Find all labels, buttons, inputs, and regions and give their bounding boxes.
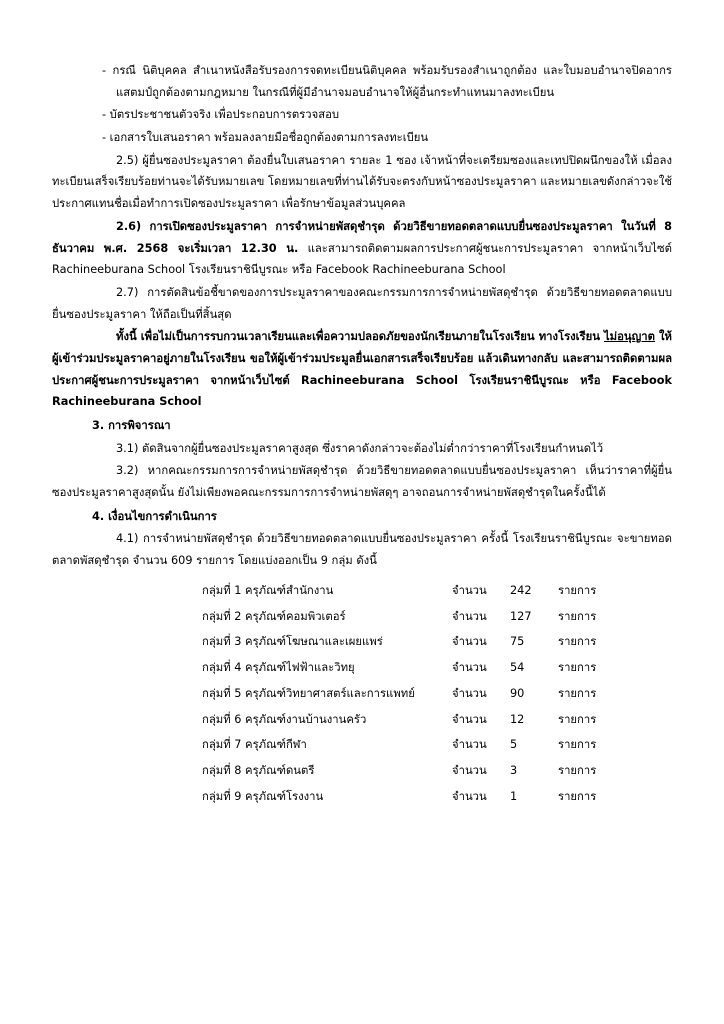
notice-underlined-word: ไม่อนุญาต [604, 330, 655, 344]
qty-value: 90 [510, 686, 525, 700]
group-name: กลุ่มที่ 4 ครุภัณฑ์ไฟฟ้าและวิทยุ [202, 661, 355, 675]
unit-label: รายการ [558, 764, 597, 778]
clause-2-7: 2.7) การตัดสินข้อชี้ขาดของการประมูลราคาของคณะกรรมการการจำหน่ายพัสดุชำรุด ด้วยวิธีขายทอดตลาดแบบยื่นซองประมูลราคา ให้ถือเป็นที่สิ้นสุด [52, 285, 672, 321]
unit-label: รายการ [558, 686, 597, 700]
unit-label: รายการ [558, 738, 597, 752]
qty-value: 3 [510, 764, 518, 778]
bullet-item: - เอกสารใบเสนอราคา พร้อมลงลายมือชื่อถูกต้องตามการลงทะเบียน [102, 131, 429, 145]
unit-label: รายการ [558, 712, 597, 726]
group-name: กลุ่มที่ 9 ครุภัณฑ์โรงงาน [202, 789, 324, 803]
qty-value: 5 [510, 738, 518, 752]
clause-4-1: 4.1) การจำหน่ายพัสดุชำรุด ด้วยวิธีขายทอดตลาดแบบยื่นซองประมูลราคา ครั้งนี้ โรงเรียนราชินีบูรณะ จะขายทอดตลาดพัสดุชำรุด จำนวน 609 รายการ โดยแบ่งออกเป็น 9 กลุ่ม ดังนี้ [52, 532, 672, 568]
group-name: กลุ่มที่ 8 ครุภัณฑ์ดนตรี [202, 764, 315, 778]
qty-label: จำนวน [452, 609, 487, 623]
section-3-title: 3. การพิจารณา [92, 419, 171, 432]
unit-label: รายการ [558, 609, 597, 623]
unit-label: รายการ [558, 661, 597, 675]
groups-table-body [202, 578, 618, 810]
unit-label: รายการ [558, 583, 597, 597]
table-row [202, 604, 618, 630]
clause-2-6-bold: 2.6) การเปิดซองประมูลราคา การจำหน่ายพัสดุชำรุด ด้วยวิธีขายทอดตลาดแบบยื่นซองประมูลราคา ในวันที่ 8 ธันวาคม พ.ศ. 2568 จะเริ่มเวลา 12.30 น. [52, 219, 672, 255]
bullet-item: - บัตรประชาชนตัวจริง เพื่อประกอบการตรวจสอบ [102, 108, 340, 122]
group-name: กลุ่มที่ 2 ครุภัณฑ์คอมพิวเตอร์ [202, 609, 346, 623]
clause-2-6-rest: และสามารถติดตามผลการประกาศผู้ชนะการประมูลราคา จากหน้าเว็บไซต์ Rachineeburana School โรงเรียนราชินีบูรณะ หรือ Facebook Rachineeburana School [52, 241, 672, 277]
table-row [202, 578, 618, 604]
bullet-item: - กรณี นิติบุคคล สำเนาหนังสือรับรองการจดทะเบียนนิติบุคคล พร้อมรับรองสำเนาถูกต้อง และใบมอบอำนาจปิดอากรแสตมป์ถูกต้องตามกฎหมาย ในกรณีที่ผู้มีอำนาจมอบอำนาจให้ผู้อื่นกระทำแทนมาลงทะเบียน [102, 64, 672, 99]
qty-label: จำนวน [452, 764, 487, 778]
clause-3-2: 3.2) หากคณะกรรมการการจำหน่ายพัสดุชำรุด ด้วยวิธีขายทอดตลาดแบบยื่นซองประมูลราคา เห็นว่าราคาที่ผู้ยื่นซองประมูลราคาสูงสุดนั้น ยังไม่เพียงพอคณะกรรมการการจำหน่ายพัสดุๆ อาจถอนการจำหน่ายพัสดุชำรุดในครั้งนี้ได้ [52, 464, 672, 500]
table-row [202, 629, 618, 655]
qty-label: จำนวน [452, 738, 487, 752]
qty-label: จำนวน [452, 635, 487, 649]
table-row [202, 732, 618, 758]
clause-2-6 [52, 216, 672, 281]
qty-label: จำนวน [452, 686, 487, 700]
qty-label: จำนวน [452, 661, 487, 675]
table-row [202, 758, 618, 784]
groups-table [202, 578, 618, 810]
qty-label: จำนวน [452, 789, 487, 803]
unit-label: รายการ [558, 635, 597, 649]
table-row [202, 655, 618, 681]
group-name: กลุ่มที่ 7 ครุภัณฑ์กีฬา [202, 738, 307, 752]
table-row [202, 784, 618, 810]
notice-paragraph [52, 326, 672, 413]
table-row [202, 707, 618, 733]
clause-2-5: 2.5) ผู้ยื่นซองประมูลราคา ต้องยื่นใบเสนอราคา รายละ 1 ซอง เจ้าหน้าที่จะเตรียมซองและเทปปิดผนึกของให้ เมื่อลงทะเบียนเสร็จเรียบร้อยท่านจะได้รับหมายเลข โดยหมายเลขที่ท่านได้รับจะตรงกับหน้าซองประมูลราคา และหมายเลขดังกล่าวจะใช้ประกาศแทนชื่อเมื่อทำการเปิดซองประมูลราคา เพื่อรักษาข้อมูลส่วนบุคคล [52, 153, 673, 211]
unit-label: รายการ [558, 789, 597, 803]
qty-value: 242 [510, 583, 532, 597]
qty-value: 127 [510, 609, 532, 623]
section-4-title: 4. เงื่อนไขการดำเนินการ [92, 509, 217, 523]
qty-value: 1 [510, 789, 518, 803]
qty-label: จำนวน [452, 583, 487, 597]
table-row [202, 681, 618, 707]
notice-text-part2: ให้ผู้เข้าร่วมประมูลราคาอยู่ภายในโรงเรียน ขอให้ผู้เข้าร่วมประมูลยื่นเอกสารเสร็จเรียบร้อย แล้วเดินทางกลับ และสามารถติดตามผลประกาศผู้ชนะการประมูลราคา จากหน้าเว็บไซต์ Rachineeburana School โรงเรียนราชินีบูรณะ หรือ Facebook Rachineeburana School [52, 330, 672, 409]
group-name: กลุ่มที่ 3 ครุภัณฑ์โฆษณาและเผยแพร่ [202, 635, 383, 649]
notice-text-part1: ทั้งนี้ เพื่อไม่เป็นการรบกวนเวลาเรียนและเพื่อความปลอดภัยของนักเรียนภายในโรงเรียน ทางโรงเรียน [116, 330, 604, 344]
clause-3-1: 3.1) ตัดสินจากผู้ยื่นซองประมูลราคาสูงสุด ซึ่งราคาดังกล่าวจะต้องไม่ต่ำกว่าราคาที่โรงเรียนกำหนดไว้ [116, 441, 604, 455]
group-name: กลุ่มที่ 1 ครุภัณฑ์สำนักงาน [202, 583, 334, 597]
qty-value: 12 [510, 712, 525, 726]
qty-value: 75 [510, 635, 525, 649]
document-body [52, 60, 672, 810]
group-name: กลุ่มที่ 5 ครุภัณฑ์วิทยาศาสตร์และการแพทย์ [202, 686, 415, 700]
qty-label: จำนวน [452, 712, 487, 726]
qty-value: 54 [510, 661, 525, 675]
group-name: กลุ่มที่ 6 ครุภัณฑ์งานบ้านงานครัว [202, 712, 367, 726]
